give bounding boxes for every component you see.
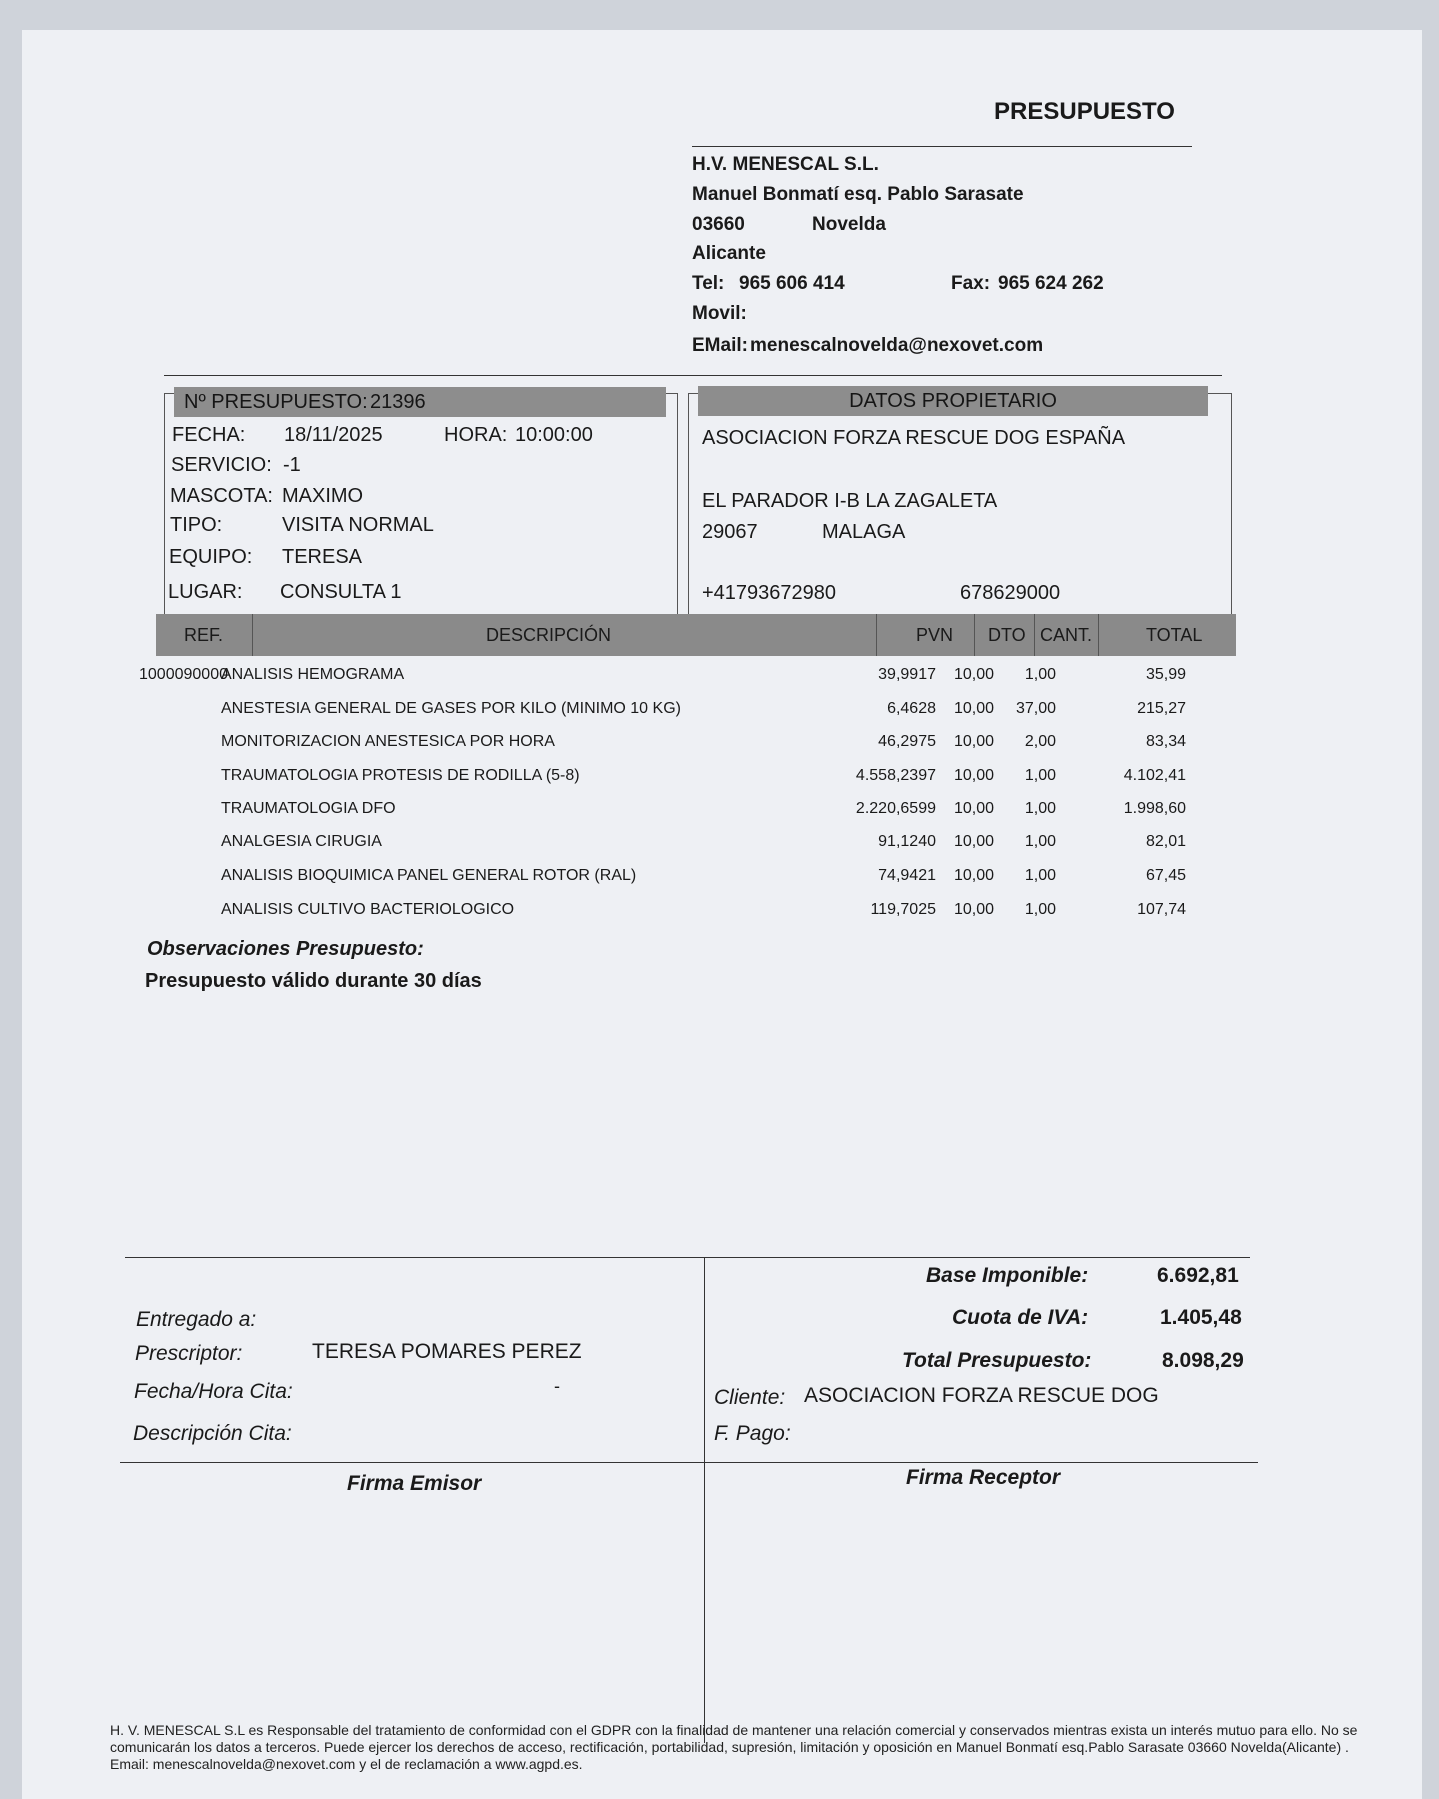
row-cant: 2,00 <box>1024 733 1056 750</box>
legal-notice: H. V. MENESCAL S.L es Responsable del tratamiento de conformidad con el GDPR con la finalidad de mantener una relación comercial y conservados mientras exista un interés mutuo para ello. No se comunicarán los datos a terceros. Puede ejercer los derechos de acceso, rectificación, portabilidad, supresión, limitación y oposición en Manuel Bonmatí esq.Pablo Sarasate 03660 Novelda(Alicante) . Email: menescalnovelda@nexovet.com y el de reclamación a www.agpd.es. <box>110 1722 1358 1772</box>
col-cant: CANT. <box>1040 625 1093 645</box>
footer-top-divider <box>125 1257 1250 1258</box>
row-total: 35,99 <box>1145 666 1186 683</box>
col-separator <box>252 614 253 656</box>
row-pvn: 119,7025 <box>870 901 936 918</box>
row-desc: ANALGESIA CIRUGIA <box>221 833 382 850</box>
tipo-label: TIPO: <box>170 514 223 536</box>
row-desc: ANALISIS HEMOGRAMA <box>221 666 405 683</box>
row-desc: MONITORIZACION ANESTESICA POR HORA <box>221 733 555 750</box>
owner-phone1: +41793672980 <box>702 582 837 604</box>
base-imponible-label: Base Imponible: <box>926 1264 1089 1287</box>
row-total: 215,27 <box>1137 700 1186 717</box>
servicio-label: SERVICIO: <box>171 454 272 476</box>
row-dto: 10,00 <box>953 767 994 784</box>
col-desc: DESCRIPCIÓN <box>486 625 612 645</box>
row-total: 83,34 <box>1145 733 1186 750</box>
owner-postal-code: 29067 <box>702 521 758 543</box>
items-table-header <box>156 614 1236 656</box>
company-tel: 965 606 414 <box>739 273 845 294</box>
equipo-value: TERESA <box>282 546 363 568</box>
row-pvn: 6,4628 <box>887 700 936 717</box>
cuota-iva-value: 1.405,48 <box>1160 1306 1242 1329</box>
col-ref: REF. <box>184 625 224 645</box>
row-dto: 10,00 <box>953 666 994 683</box>
document-sheet <box>22 30 1422 1799</box>
company-name: H.V. MENESCAL S.L. <box>692 154 879 175</box>
table-row <box>22 733 1422 763</box>
header-divider <box>164 375 1222 376</box>
col-pvn: PVN <box>916 625 954 645</box>
row-cant: 37,00 <box>1015 700 1056 717</box>
col-dto: DTO <box>988 625 1026 645</box>
descripcion-cita-label: Descripción Cita: <box>133 1422 292 1445</box>
company-fax: 965 624 262 <box>998 273 1104 294</box>
row-dto: 10,00 <box>953 800 994 817</box>
cliente-label: Cliente: <box>714 1386 786 1409</box>
company-email-label: EMail: <box>692 335 748 356</box>
company-address: Manuel Bonmatí esq. Pablo Sarasate <box>692 184 1024 205</box>
row-cant: 1,00 <box>1024 666 1056 683</box>
row-ref: 1000090000 <box>139 666 228 683</box>
row-dto: 10,00 <box>953 733 994 750</box>
total-presupuesto-value: 8.098,29 <box>1162 1349 1244 1372</box>
row-desc: ANALISIS CULTIVO BACTERIOLOGICO <box>221 901 515 918</box>
owner-phone2: 678629000 <box>960 582 1061 604</box>
row-pvn: 91,1240 <box>878 833 936 850</box>
servicio-value: -1 <box>283 454 301 476</box>
hora-value: 10:00:00 <box>515 424 593 446</box>
row-total: 4.102,41 <box>1123 767 1186 784</box>
row-dto: 10,00 <box>953 901 994 918</box>
company-fax-label: Fax: <box>951 273 991 294</box>
budget-number: 21396 <box>370 391 426 413</box>
lugar-label: LUGAR: <box>168 581 243 603</box>
base-imponible-value: 6.692,81 <box>1157 1264 1239 1287</box>
company-email: menescalnovelda@nexovet.com <box>750 335 1044 356</box>
firma-emisor: Firma Emisor <box>347 1472 482 1495</box>
budget-number-header <box>174 387 666 417</box>
document-title: PRESUPUESTO <box>994 98 1175 125</box>
fecha-label: FECHA: <box>172 424 246 446</box>
row-cant: 1,00 <box>1024 867 1056 884</box>
table-row <box>22 666 1422 696</box>
row-cant: 1,00 <box>1024 833 1056 850</box>
row-desc: ANALISIS BIOQUIMICA PANEL GENERAL ROTOR (RAL) <box>221 867 637 884</box>
prescriptor-label: Prescriptor: <box>135 1342 243 1365</box>
observations-text: Presupuesto válido durante 30 días <box>145 970 482 992</box>
table-row <box>22 800 1422 830</box>
total-presupuesto-label: Total Presupuesto: <box>902 1349 1092 1372</box>
row-pvn: 2.220,6599 <box>855 800 936 817</box>
company-city: Novelda <box>812 214 886 235</box>
row-pvn: 39,9917 <box>878 666 936 683</box>
col-separator <box>974 614 975 656</box>
company-movil-label: Movil: <box>692 303 747 324</box>
hora-label: HORA: <box>444 424 508 446</box>
col-separator <box>1098 614 1099 656</box>
row-dto: 10,00 <box>953 833 994 850</box>
fecha-value: 18/11/2025 <box>284 424 383 446</box>
owner-header: DATOS PROPIETARIO <box>698 386 1208 416</box>
budget-number-label: Nº PRESUPUESTO: <box>184 391 368 413</box>
owner-address: EL PARADOR I-B LA ZAGALETA <box>702 490 998 512</box>
company-province: Alicante <box>692 243 766 264</box>
signature-divider <box>120 1462 1258 1463</box>
row-cant: 1,00 <box>1024 800 1056 817</box>
prescriptor-value: TERESA POMARES PEREZ <box>312 1340 582 1363</box>
owner-city: MALAGA <box>822 521 906 543</box>
row-cant: 1,00 <box>1024 901 1056 918</box>
footer-vertical-divider <box>704 1257 705 1743</box>
row-desc: ANESTESIA GENERAL DE GASES POR KILO (MINIMO 10 KG) <box>221 700 681 717</box>
table-row <box>22 700 1422 730</box>
row-total: 82,01 <box>1145 833 1186 850</box>
row-desc: TRAUMATOLOGIA DFO <box>221 800 396 817</box>
row-dto: 10,00 <box>953 867 994 884</box>
company-tel-label: Tel: <box>692 273 725 294</box>
mascota-label: MASCOTA: <box>170 485 273 507</box>
row-cant: 1,00 <box>1024 767 1056 784</box>
col-separator <box>1034 614 1035 656</box>
equipo-label: EQUIPO: <box>169 546 253 568</box>
mascota-value: MAXIMO <box>282 485 364 507</box>
firma-receptor: Firma Receptor <box>906 1466 1061 1489</box>
row-dto: 10,00 <box>953 700 994 717</box>
table-row <box>22 867 1422 897</box>
tipo-value: VISITA NORMAL <box>282 514 434 536</box>
observations-label: Observaciones Presupuesto: <box>147 938 424 960</box>
col-separator <box>876 614 877 656</box>
row-desc: TRAUMATOLOGIA PROTESIS DE RODILLA (5-8) <box>221 767 580 784</box>
fpago-label: F. Pago: <box>714 1422 791 1445</box>
cuota-iva-label: Cuota de IVA: <box>952 1306 1089 1329</box>
fecha-cita-value: - <box>554 1376 560 1396</box>
company-postal-code: 03660 <box>692 214 745 235</box>
entregado-label: Entregado a: <box>136 1308 257 1331</box>
table-row <box>22 767 1422 797</box>
fecha-cita-label: Fecha/Hora Cita: <box>134 1380 293 1403</box>
col-total: TOTAL <box>1146 625 1203 645</box>
row-total: 67,45 <box>1145 867 1186 884</box>
owner-name: ASOCIACION FORZA RESCUE DOG ESPAÑA <box>702 427 1126 449</box>
row-pvn: 74,9421 <box>878 867 936 884</box>
lugar-value: CONSULTA 1 <box>280 581 402 603</box>
row-total: 107,74 <box>1137 901 1186 918</box>
table-row <box>22 833 1422 863</box>
row-pvn: 46,2975 <box>878 733 936 750</box>
cliente-value: ASOCIACION FORZA RESCUE DOG <box>804 1384 1159 1407</box>
title-divider <box>692 146 1192 147</box>
row-total: 1.998,60 <box>1123 800 1186 817</box>
table-row <box>22 901 1422 931</box>
row-pvn: 4.558,2397 <box>855 767 936 784</box>
